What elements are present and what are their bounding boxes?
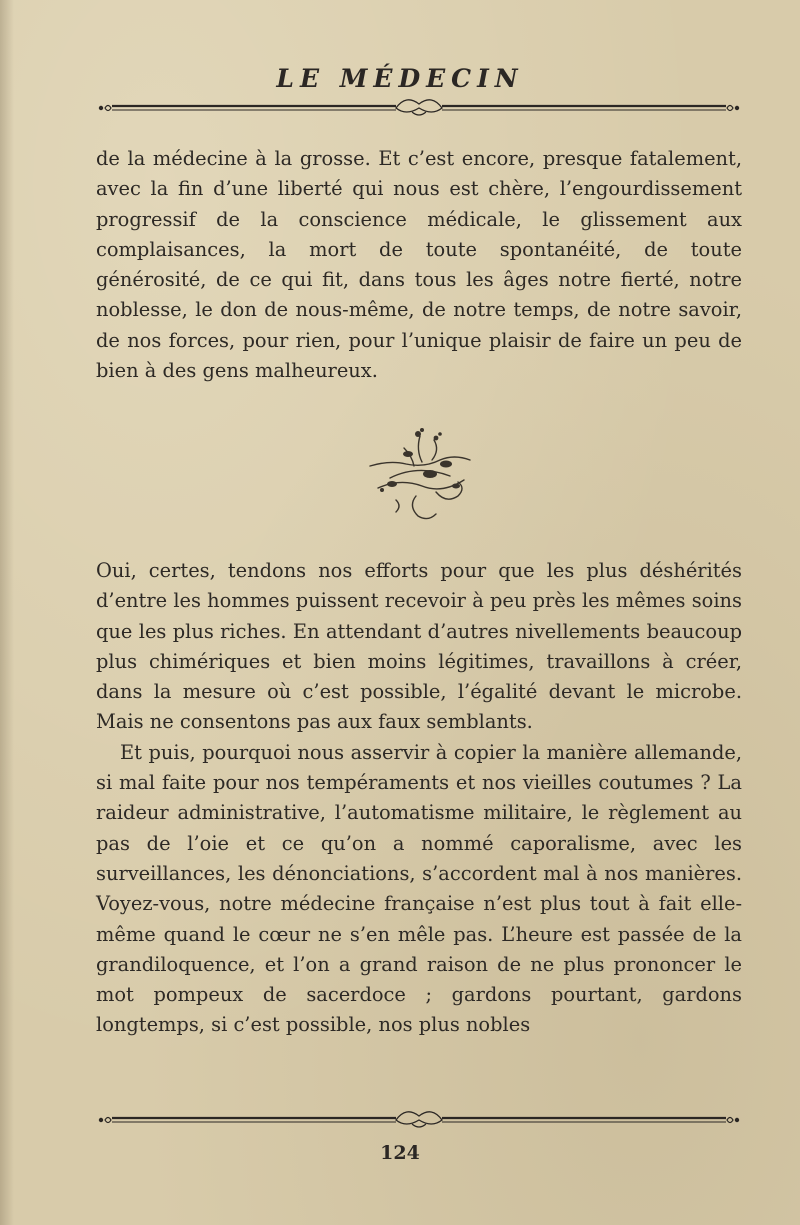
paragraph: Oui, certes, tendons nos efforts pour que les plus déshérités d’entre les hommes puissent recevoir à peu près les mêmes soins que les plus riches. En attendant d’autres nivellements beaucoup plus chimériques et bien moins légitimes, travaillons à créer, dans la mesure où c’est possible, l’égalité devant le microbe. Mais ne consentons pas aux faux semblants. bbox=[96, 559, 742, 734]
text-block-bottom bbox=[96, 556, 742, 1041]
page-edge-shadow bbox=[0, 0, 14, 1225]
header-rule bbox=[96, 98, 742, 118]
paragraph: Et puis, pourquoi nous asservir à copier la manière allemande, si mal faite pour nos tempéraments et nos vieilles coutumes ? La raideur administrative, l’automatisme militaire, le règlement au pas de l’oie et ce qu’on a nommé caporalisme, avec les surveillances, les dénonciations, s’accordent mal à nos manières. Voyez-vous, notre médecine française n’est plus tout à fait elle-même quand le cœur ne s’en mêle pas. L’heure est passée de la grandiloquence, et l’on a grand raison de ne plus prononcer le mot pompeux de sacerdoce ; gardons pourtant, gardons longtemps, si c’est possible, nos plus nobles bbox=[96, 740, 742, 1037]
text-block-top bbox=[96, 144, 742, 386]
paragraph: de la médecine à la grosse. Et c’est encore, presque fatalement, avec la fin d’une liberté qui nous est chère, l’engourdissement progressif de la conscience médicale, le glissement aux complaisances, la mort de toute spontanéité, de toute générosité, de ce qui fit, dans tous les âges notre fierté, notre noblesse, le don de nous-même, de notre temps, de notre savoir, de nos forces, pour rien, pour l’unique plaisir de faire un peu de bien à des gens malheureux. bbox=[96, 147, 742, 383]
floral-vignette bbox=[360, 426, 480, 526]
page-number: 124 bbox=[380, 1142, 420, 1164]
running-head: LE MÉDECIN bbox=[276, 64, 524, 93]
footer-rule bbox=[96, 1110, 742, 1130]
